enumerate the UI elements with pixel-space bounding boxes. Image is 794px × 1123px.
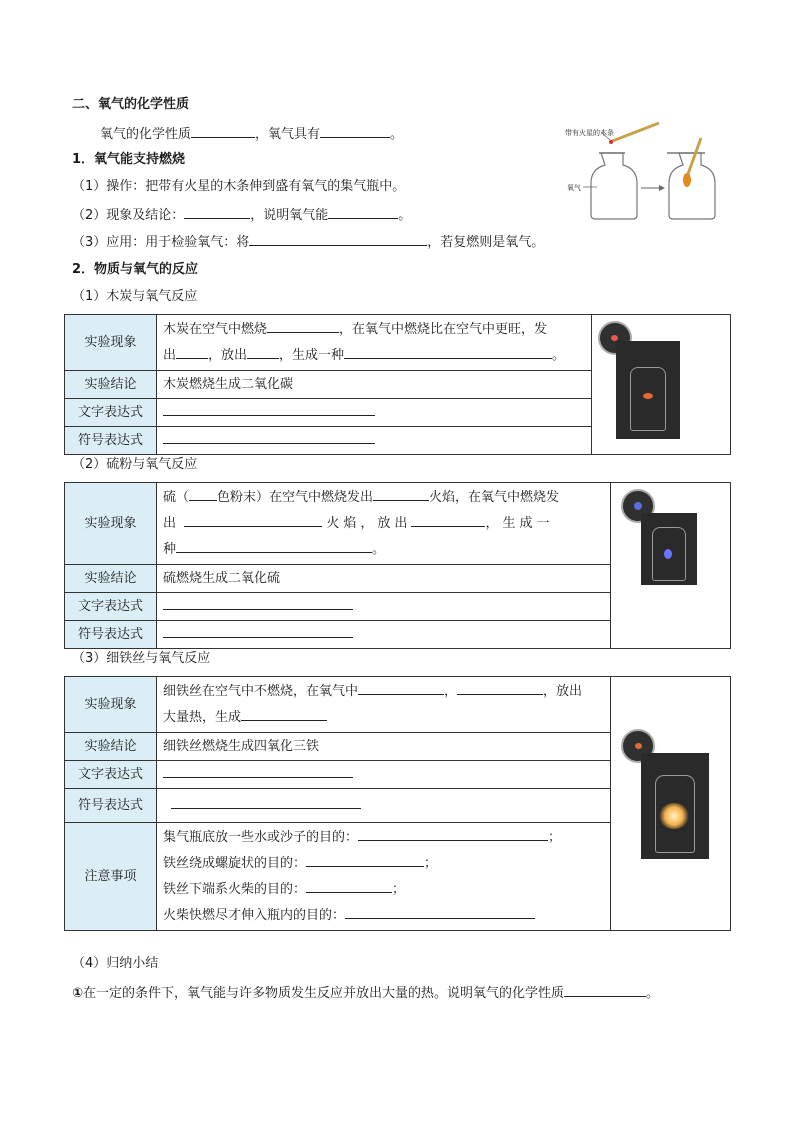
- answer-blank[interactable]: [163, 596, 353, 610]
- carbon-symbol-expression: [157, 427, 592, 455]
- figure-label-oxygen: 氧气: [567, 184, 581, 192]
- label-word-expression: 文字表达式: [65, 761, 157, 789]
- answer-blank[interactable]: [249, 232, 427, 246]
- answer-blank[interactable]: [163, 624, 353, 638]
- subsection-title: 2．物质与氧气的反应: [72, 262, 199, 277]
- label-word-expression: 文字表达式: [65, 593, 157, 621]
- carbon-heading: （1）木炭与氧气反应: [72, 289, 198, 304]
- label-word-expression: 文字表达式: [65, 399, 157, 427]
- sulfur-word-expression: [157, 593, 611, 621]
- answer-blank[interactable]: [328, 205, 398, 219]
- label-phenomenon: 实验现象: [65, 677, 157, 733]
- application-line: （3）应用：用于检验氧气：将 ，若复燃则是氧气。: [72, 232, 544, 252]
- answer-blank[interactable]: [163, 402, 375, 416]
- answer-blank[interactable]: [345, 905, 535, 919]
- operation-text: （1）操作：把带有火星的木条伸到盛有氧气的集气瓶中。: [72, 179, 406, 194]
- carbon-conclusion: 木炭燃烧生成二氧化碳: [157, 371, 592, 399]
- label-conclusion: 实验结论: [65, 565, 157, 593]
- answer-blank[interactable]: [241, 707, 327, 721]
- answer-blank[interactable]: [564, 983, 646, 997]
- iron-notes: 集气瓶底放一些水或沙子的目的： ； 铁丝绕成螺旋状的目的： ； 铁丝下端系火柴的目的： ； 火柴快燃尽才伸入瓶内的目的：: [157, 823, 611, 931]
- summary-heading: （4）归纳小结: [72, 956, 159, 971]
- label-conclusion: 实验结论: [65, 371, 157, 399]
- iron-table: [64, 676, 731, 931]
- answer-blank[interactable]: [320, 124, 390, 138]
- answer-blank[interactable]: [358, 827, 548, 841]
- carbon-phenomenon: 木炭在空气中燃烧 ，在氧气中燃烧比在空气中更旺，发 出 ，放出 ，生成一种 。: [157, 315, 592, 371]
- label-symbol-expression: 符号表达式: [65, 427, 157, 455]
- sulfur-phenomenon: 硫（ 色粉末）在空气中燃烧发出 火焰，在氧气中燃烧发 出 火焰，放出 ，生成一 种 。: [157, 483, 611, 565]
- carbon-table: [64, 314, 731, 455]
- iron-photo: [611, 677, 731, 931]
- label-symbol-expression: 符号表达式: [65, 621, 157, 649]
- label-conclusion: 实验结论: [65, 733, 157, 761]
- gas-jar-photo: [641, 753, 709, 859]
- answer-blank[interactable]: [411, 513, 485, 527]
- answer-blank[interactable]: [267, 319, 339, 333]
- answer-blank[interactable]: [344, 345, 552, 359]
- label-symbol-expression: 符号表达式: [65, 789, 157, 823]
- intro-line: 氧气的化学性质 ，氧气具有 。: [100, 124, 403, 144]
- flame-icon: [683, 173, 691, 187]
- answer-blank[interactable]: [163, 430, 375, 444]
- answer-blank[interactable]: [163, 764, 353, 778]
- intro-prefix: 氧气的化学性质: [100, 127, 192, 142]
- answer-blank[interactable]: [189, 487, 217, 501]
- label-phenomenon: 实验现象: [65, 315, 157, 371]
- answer-blank[interactable]: [247, 345, 279, 359]
- iron-word-expression: [157, 761, 611, 789]
- gas-jar-photo: [641, 513, 697, 585]
- figure-label-stick: 带有火星的木条: [565, 129, 614, 137]
- gas-jar-icon: [591, 153, 637, 219]
- sulfur-table: [64, 482, 731, 649]
- answer-blank[interactable]: [358, 681, 444, 695]
- iron-symbol-expression: [157, 789, 611, 823]
- label-notes: 注意事项: [65, 823, 157, 931]
- answer-blank[interactable]: [306, 879, 392, 893]
- sulfur-conclusion: 硫燃烧生成二氧化硫: [157, 565, 611, 593]
- iron-phenomenon: 细铁丝在空气中不燃烧，在氧气中 ， ，放出 大量热，生成: [157, 677, 611, 733]
- oxygen-test-figure: [555, 118, 725, 228]
- carbon-photo: [592, 315, 731, 455]
- summary-line: ①在一定的条件下，氧气能与许多物质发生反应并放出大量的热。说明氧气的化学性质 。: [72, 983, 659, 1003]
- arrow-icon: [659, 185, 665, 191]
- sulfur-heading: （2）硫粉与氧气反应: [72, 457, 198, 472]
- section-title: 二、氧气的化学性质: [72, 97, 190, 112]
- gas-jar-photo: [616, 341, 680, 439]
- label-phenomenon: 实验现象: [65, 483, 157, 565]
- answer-blank[interactable]: [457, 681, 543, 695]
- answer-blank[interactable]: [171, 795, 361, 809]
- answer-blank[interactable]: [191, 124, 255, 138]
- item-number: ①: [72, 986, 84, 1001]
- answer-blank[interactable]: [176, 539, 372, 553]
- answer-blank[interactable]: [184, 513, 322, 527]
- answer-blank[interactable]: [184, 205, 250, 219]
- sulfur-photo: [611, 483, 731, 649]
- answer-blank[interactable]: [176, 345, 208, 359]
- phenomenon-line: （2）现象及结论： ，说明氧气能 。: [72, 205, 411, 225]
- subsection-title: 1．氧气能支持燃烧: [72, 152, 186, 167]
- iron-conclusion: 细铁丝燃烧生成四氧化三铁: [157, 733, 611, 761]
- carbon-word-expression: [157, 399, 592, 427]
- intro-mid: ，氧气具有: [255, 127, 321, 142]
- sulfur-symbol-expression: [157, 621, 611, 649]
- spark-icon: [609, 140, 613, 144]
- iron-heading: （3）细铁丝与氧气反应: [72, 651, 211, 666]
- answer-blank[interactable]: [306, 853, 424, 867]
- answer-blank[interactable]: [373, 487, 429, 501]
